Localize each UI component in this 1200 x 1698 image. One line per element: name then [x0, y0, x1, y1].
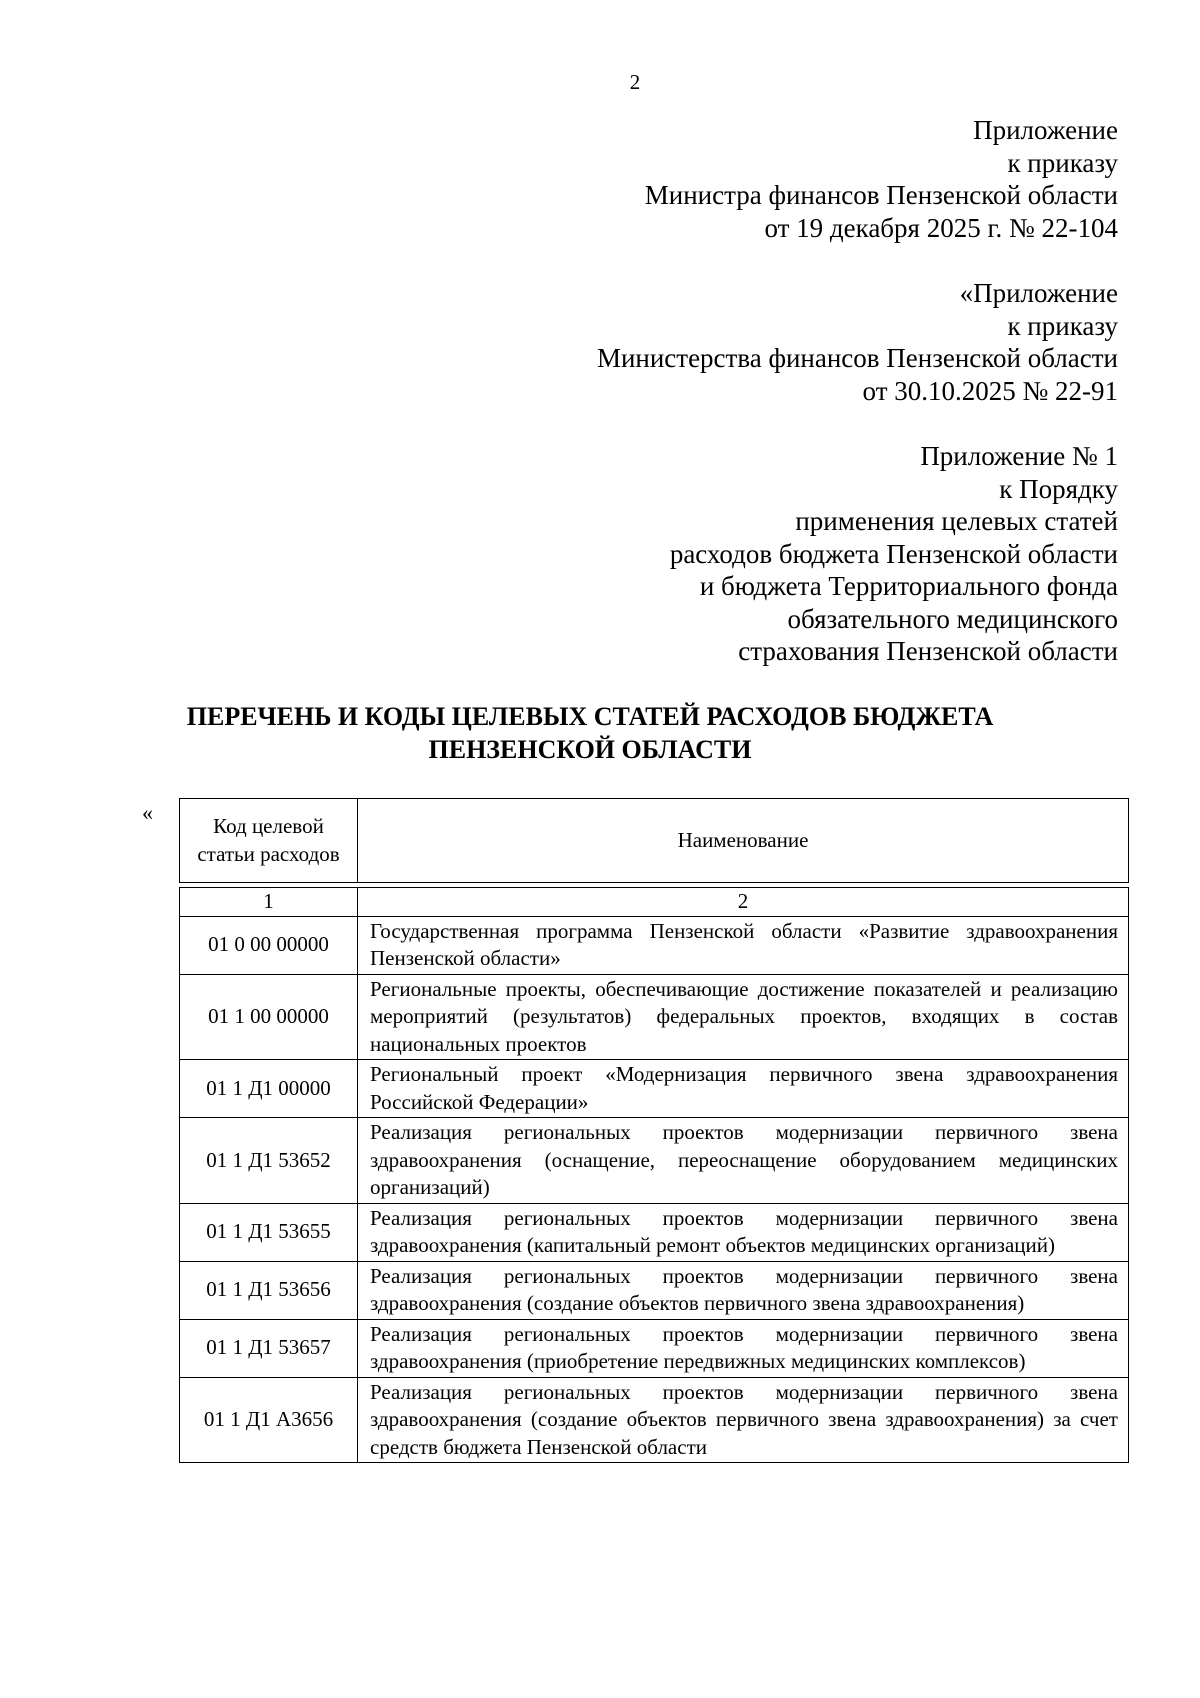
table-row [180, 916, 1129, 974]
appendix-line: к Порядку [999, 473, 1118, 504]
column-header-code: Код целевой статьи расходов [180, 799, 358, 883]
document-title-line: ПЕНЗЕНСКОЙ ОБЛАСТИ [428, 735, 752, 764]
row-name: Реализация региональных проектов модернизации первичного звена здравоохранения (создание объектов первичного звена здравоохранения) за счет средств бюджета Пензенской области [358, 1377, 1129, 1463]
row-code: 01 1 Д1 53655 [180, 1203, 358, 1261]
appendix-block-previous-order [597, 277, 1118, 407]
table-row [180, 974, 1129, 1060]
expense-codes-table [179, 798, 1128, 1463]
row-code: 01 1 Д1 А3656 [180, 1377, 358, 1463]
appendix-line: расходов бюджета Пензенской области [669, 538, 1118, 569]
page-number: 2 [629, 70, 641, 94]
row-code: 01 1 Д1 53656 [180, 1261, 358, 1319]
row-name: Реализация региональных проектов модернизации первичного звена здравоохранения (создание объектов первичного звена здравоохранения) [358, 1261, 1129, 1319]
row-name: Реализация региональных проектов модернизации первичного звена здравоохранения (приобретение передвижных медицинских комплексов) [358, 1319, 1129, 1377]
appendix-line: «Приложение [959, 278, 1118, 308]
appendix-line: страхования Пензенской области [738, 636, 1118, 666]
appendix-block-procedure [670, 440, 1118, 668]
column-header-name: Наименование [358, 799, 1129, 883]
row-name: Государственная программа Пензенской области «Развитие здравоохранения Пензенской области» [358, 916, 1129, 974]
appendix-line: к приказу [1007, 147, 1118, 178]
row-name: Региональный проект «Модернизация первичного звена здравоохранения Российской Федерации» [358, 1060, 1129, 1118]
table-header-row [180, 799, 1129, 883]
appendix-line: применения целевых статей [795, 506, 1118, 536]
appendix-line: обязательного медицинского [787, 603, 1118, 634]
appendix-line: и бюджета Территориального фонда [699, 571, 1118, 601]
appendix-line: Министерства финансов Пензенской области [596, 343, 1118, 373]
appendix-block-order [645, 114, 1118, 244]
row-name: Региональные проекты, обеспечивающие достижение показателей и реализацию мероприятий (результатов) федеральных проектов, входящих в состав национальных проектов [358, 974, 1129, 1060]
table-row [180, 1377, 1129, 1463]
table-row [180, 1203, 1129, 1261]
appendix-line: Министра финансов Пензенской области [644, 180, 1118, 210]
row-code: 01 0 00 00000 [180, 916, 358, 974]
opening-quote-mark: « [142, 800, 153, 825]
row-name: Реализация региональных проектов модернизации первичного звена здравоохранения (оснащение, переоснащение оборудованием медицинских организаций) [358, 1118, 1129, 1204]
appendix-line: к приказу [1007, 310, 1118, 341]
appendix-line: Приложение [973, 115, 1118, 145]
row-code: 01 1 Д1 53652 [180, 1118, 358, 1204]
row-code: 01 1 Д1 00000 [180, 1060, 358, 1118]
column-number: 1 [180, 888, 358, 917]
column-number: 2 [358, 888, 1129, 917]
table-row [180, 1118, 1129, 1204]
appendix-line: Приложение № 1 [920, 441, 1118, 471]
row-name: Реализация региональных проектов модернизации первичного звена здравоохранения (капитальный ремонт объектов медицинских организаций) [358, 1203, 1129, 1261]
appendix-line: от 30.10.2025 № 22-91 [862, 375, 1118, 406]
document-title-line: ПЕРЕЧЕНЬ И КОДЫ ЦЕЛЕВЫХ СТАТЕЙ РАСХОДОВ БЮДЖЕТА [186, 702, 994, 731]
row-code: 01 1 00 00000 [180, 974, 358, 1060]
table-row [180, 1060, 1129, 1118]
column-number-row [180, 888, 1129, 917]
document-title [120, 700, 1060, 766]
table-row [180, 1261, 1129, 1319]
appendix-line: от 19 декабря 2025 г. № 22-104 [764, 212, 1118, 243]
table-row [180, 1319, 1129, 1377]
row-code: 01 1 Д1 53657 [180, 1319, 358, 1377]
